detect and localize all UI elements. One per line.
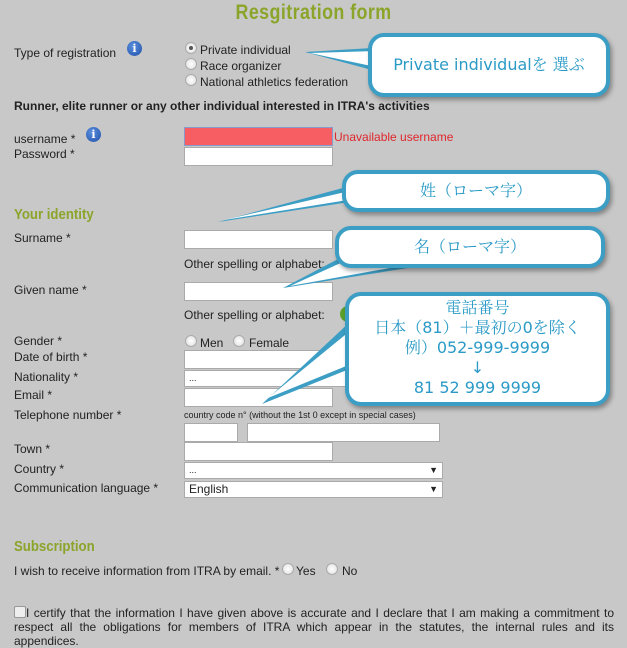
gender-label: Gender * (14, 334, 63, 348)
chevron-down-icon: ▼ (429, 484, 438, 494)
username-label: username * (14, 132, 76, 146)
callout-phone-line: 81 52 999 9999 (413, 378, 542, 397)
language-value: English (189, 482, 229, 496)
registration-type-label: Type of registration (14, 46, 117, 60)
callout-phone-line: 電話番号 (445, 298, 510, 317)
option-race-organizer[interactable]: Race organizer (200, 59, 282, 73)
your-identity-heading: Your identity (14, 206, 94, 223)
option-men[interactable]: Men (200, 336, 224, 350)
given-name-other-spelling-label: Other spelling or alphabet: (184, 308, 325, 322)
callout-phone (345, 292, 610, 406)
country-label: Country * (14, 462, 65, 476)
callout-surname: 姓（ローマ字） (342, 170, 610, 212)
dob-label: Date of birth * (14, 350, 88, 364)
given-name-label: Given name * (14, 283, 87, 297)
callout-registration: Private individualを 選ぶ (368, 33, 610, 97)
option-yes[interactable]: Yes (296, 564, 316, 578)
telephone-label: Telephone number * (14, 408, 122, 422)
page-title: Resgitration form (235, 1, 392, 24)
telephone-hint: country code n° (without the 1st 0 except in special cases) (184, 410, 416, 420)
password-label: Password * (14, 147, 75, 161)
info-icon[interactable]: i (86, 127, 101, 142)
nationality-label: Nationality * (14, 370, 79, 384)
option-no[interactable]: No (342, 564, 358, 578)
nationality-value: ... (189, 373, 197, 383)
certify-text: I certify that the information I have given above is accurate and I declare that I am making a commitment to respect all the obligations for members of ITRA which appear in the statutes, the internal rules and its appendices. (14, 606, 614, 648)
option-private-individual[interactable]: Private individual (200, 43, 291, 57)
town-label: Town * (14, 442, 51, 456)
callout-phone-line: ↓ (470, 358, 485, 377)
callout-phone-line: 日本（81）＋最初の0を除く (374, 318, 581, 337)
callout-given-name: 名（ローマ字） (335, 226, 605, 268)
email-label: Email * (14, 388, 53, 402)
country-value: ... (189, 465, 197, 475)
subscription-question: I wish to receive information from ITRA by email. * (14, 564, 280, 578)
language-label: Communication language * (14, 481, 159, 495)
surname-label: Surname * (14, 231, 71, 245)
registration-description: Runner, elite runner or any other individual interested in ITRA's activities (14, 99, 430, 113)
callout-phone-line: 例）052-999-9999 (404, 338, 551, 357)
chevron-down-icon: ▼ (429, 465, 438, 475)
subscription-heading: Subscription (14, 538, 95, 555)
surname-other-spelling-label: Other spelling or alphabet: (184, 257, 325, 271)
info-icon[interactable]: i (127, 41, 142, 56)
option-female[interactable]: Female (249, 336, 290, 350)
username-error: Unavailable username (334, 130, 454, 144)
option-national-federation[interactable]: National athletics federation (200, 75, 349, 89)
